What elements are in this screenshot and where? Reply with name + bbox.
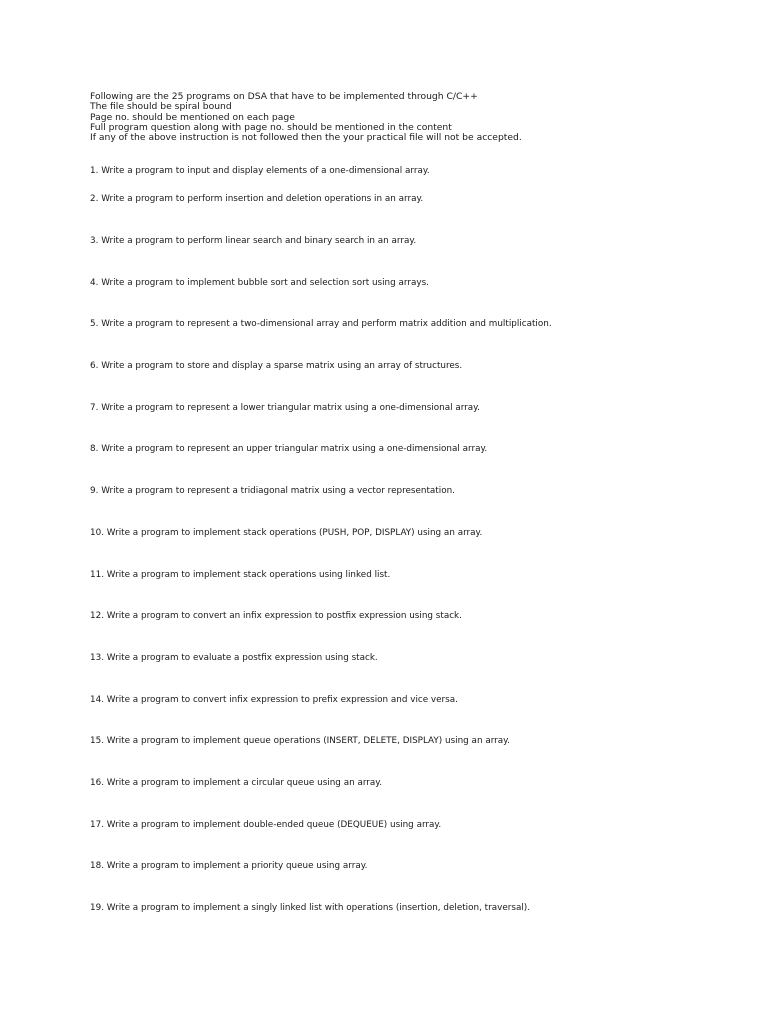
instructions-block	[90, 92, 522, 143]
instruction-line: If any of the above instruction is not followed then the your practical file will not be accepted.	[90, 132, 522, 144]
instruction-line: Full program question along with page no. should be mentioned in the content	[90, 121, 452, 133]
program-item-1: 1. Write a program to input and display elements of a one-dimensional array.	[90, 166, 430, 176]
program-item-11: 11. Write a program to implement stack operations using linked list.	[90, 570, 391, 580]
instruction-line: The file should be spiral bound	[90, 101, 232, 113]
program-item-2: 2. Write a program to perform insertion and deletion operations in an array.	[90, 194, 424, 204]
program-item-7: 7. Write a program to represent a lower triangular matrix using a one-dimensional array.	[90, 403, 480, 413]
program-item-12: 12. Write a program to convert an infix expression to postfix expression using stack.	[90, 611, 462, 621]
instruction-line: Page no. should be mentioned on each page	[90, 111, 295, 123]
program-item-10: 10. Write a program to implement stack operations (PUSH, POP, DISPLAY) using an array.	[90, 528, 483, 538]
program-item-9: 9. Write a program to represent a tridiagonal matrix using a vector representation.	[90, 486, 455, 496]
program-item-3: 3. Write a program to perform linear search and binary search in an array.	[90, 236, 417, 246]
program-item-19: 19. Write a program to implement a singly linked list with operations (insertion, deletion, traversal).	[90, 903, 531, 913]
program-item-15: 15. Write a program to implement queue operations (INSERT, DELETE, DISPLAY) using an array.	[90, 736, 510, 746]
program-item-8: 8. Write a program to represent an upper triangular matrix using a one-dimensional array.	[90, 444, 488, 454]
program-item-18: 18. Write a program to implement a priority queue using array.	[90, 861, 368, 871]
program-item-4: 4. Write a program to implement bubble sort and selection sort using arrays.	[90, 278, 429, 288]
program-item-17: 17. Write a program to implement double-ended queue (DEQUEUE) using array.	[90, 820, 442, 830]
program-item-13: 13. Write a program to evaluate a postfix expression using stack.	[90, 653, 378, 663]
program-item-16: 16. Write a program to implement a circular queue using an array.	[90, 778, 383, 788]
program-item-5: 5. Write a program to represent a two-dimensional array and perform matrix addition and multiplication.	[90, 319, 552, 329]
instruction-line: Following are the 25 programs on DSA that have to be implemented through C/C++	[90, 91, 478, 102]
program-item-14: 14. Write a program to convert infix expression to prefix expression and vice versa.	[90, 695, 458, 705]
program-item-6: 6. Write a program to store and display a sparse matrix using an array of structures.	[90, 361, 463, 371]
